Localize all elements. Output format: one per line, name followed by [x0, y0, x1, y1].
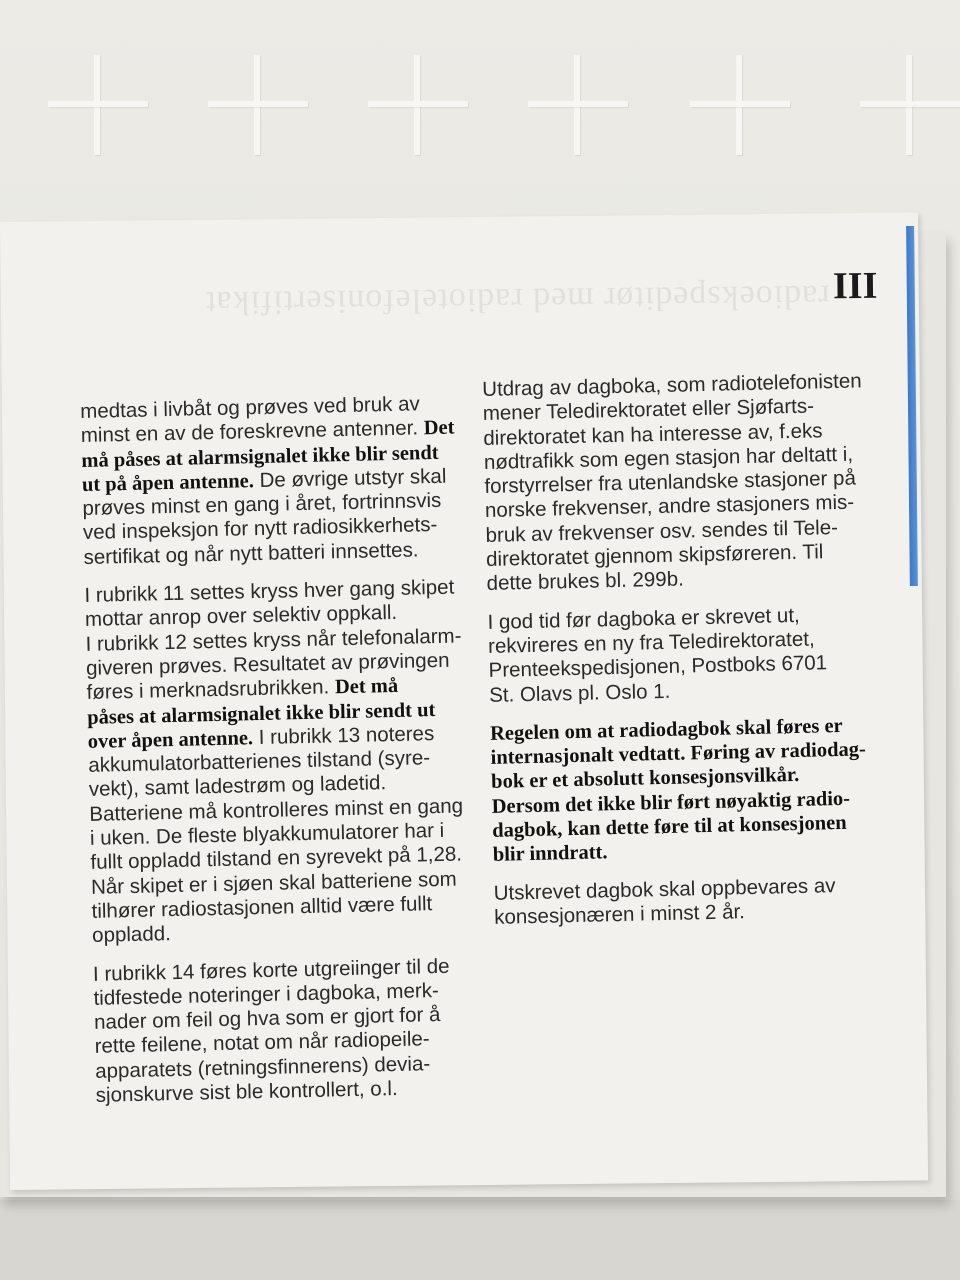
body-text: mottar anrop over selektiv oppkall. [84, 601, 398, 632]
body-text: apparatets (retningsfinnerens) devia- [94, 1051, 431, 1083]
body-text: tilhører radiostasjonen alltid være fullt [91, 892, 433, 923]
body-text: føres i merknadsrubrikken. [86, 675, 336, 705]
body-text: prøves minst en gang i året, fortrinnsvis [82, 489, 442, 521]
body-text: Utdrag av dagboka, som radiotelefonisten [482, 369, 862, 401]
body-text: dette brukes bl. 299b. [486, 567, 685, 596]
body-text: ved inspeksjon for nytt radiosikkerhets- [82, 513, 438, 545]
bold-text: ut på åpen antenne. [81, 469, 255, 496]
bold-text: påses at alarmsignalet ikke blir sendt ut [86, 698, 436, 729]
body-text: vekt), samt ladestrøm og ladetid. [88, 771, 387, 802]
paragraph [84, 575, 477, 948]
body-text: giveren prøves. Resultatet av prøvingen [85, 648, 450, 680]
body-text: Utskrevet dagbok skal oppbevares av [493, 873, 836, 905]
body-text: rekvireres en ny fra Teledirektoratet, [487, 627, 815, 658]
body-text: Prenteekspedisjonen, Postboks 6701 [488, 651, 828, 683]
body-text: direktoratet gjennom skipsføreren. Til [485, 540, 824, 572]
left-column [80, 391, 481, 1122]
body-text: bruk av frekvenser osv. sendes til Tele- [485, 515, 839, 547]
body-text: rette feilene, notat om når radiopeile- [94, 1027, 430, 1059]
bold-text: over åpen antenne. [87, 727, 254, 753]
paragraph [482, 369, 872, 596]
bold-text: internasjonalt vedtatt. Føring av radiodag- [490, 738, 867, 770]
body-text: Når skipet er i sjøen skal batteriene som [90, 867, 457, 899]
bold-text: Det må [334, 675, 399, 699]
paragraph [93, 954, 481, 1108]
page-number: III [832, 264, 878, 308]
body-text: oppladd. [91, 922, 172, 948]
bold-text: Det [423, 416, 455, 440]
bold-text: Dersom det ikke blir ført nøyaktig radio- [491, 787, 851, 818]
body-text: sertifikat og når nytt batteri innsettes. [83, 538, 419, 569]
body-text: I rubrikk 12 settes kryss når telefonalarm- [85, 624, 462, 656]
body-text: I rubrikk 11 settes kryss hver gang skipet [84, 575, 455, 608]
paragraph [490, 713, 878, 867]
embossed-cross-5 [690, 55, 790, 155]
paragraph [487, 602, 874, 708]
embossed-cross-4 [528, 55, 628, 155]
bold-text: dagbok, kan dette føre til at konsesjonen [492, 811, 847, 842]
embossed-cross-6 [860, 55, 960, 155]
body-text: I rubrikk 14 føres korte utgreiinger til de [92, 954, 450, 986]
bold-text: blir inndratt. [492, 841, 608, 867]
right-column [482, 369, 880, 944]
body-text: tidfestede noteringer i dagboka, merk- [93, 978, 440, 1010]
body-text: Batteriene må kontrolleres minst en gang [89, 794, 464, 826]
embossed-cross-1 [48, 55, 148, 155]
board-bottom-edge [0, 1200, 960, 1280]
show-through-heading: radioekspeditør med radiotelefonisertifikat [204, 277, 830, 322]
body-text: konsesjonæren i minst 2 år. [493, 900, 746, 929]
body-text: nader om feil og hva som er gjort for å [93, 1003, 441, 1034]
bold-text: Regelen om at radiodagbok skal føres er [489, 714, 843, 745]
body-text: akkumulatorbatterienes tilstand (syre- [88, 746, 431, 778]
paragraph [80, 391, 469, 570]
bold-text: bok er et absolutt konsesjonsvilkår. [490, 764, 800, 794]
body-text: De øvrige utstyr skal [253, 464, 447, 492]
body-text: direktoratet kan ha interesse av, f.eks [483, 418, 823, 450]
body-text: medtas i livbåt og prøves ved bruk av [80, 392, 420, 423]
body-text: minst en av de foreskrevne antenner. [80, 416, 425, 448]
body-text: St. Olavs pl. Oslo 1. [488, 679, 671, 707]
embossed-cross-2 [208, 55, 308, 155]
body-text: forstyrrelser fra utenlandske stasjoner på [484, 466, 857, 499]
bold-text: må påses at alarmsignalet ikke blir sendt [81, 441, 439, 472]
body-text: sjonskurve sist ble kontrollert, o.l. [95, 1076, 398, 1107]
body-text: norske frekvenser, andre stasjoners mis- [484, 491, 855, 523]
body-text: fullt oppladd tilstand en syrevekt på 1,28. [90, 842, 463, 875]
body-text: mener Teledirektoratet eller Sjøfarts- [482, 394, 815, 426]
embossed-cross-3 [368, 55, 468, 155]
body-text: nødtrafikk som egen stasjon har deltatt i, [483, 442, 854, 474]
body-text: i uken. De fleste blyakkumulatorer har i [89, 818, 445, 850]
body-text: I rubrikk 13 noteres [252, 721, 435, 750]
body-text: I god tid før dagboka er skrevet ut, [487, 603, 800, 634]
paragraph [493, 873, 879, 930]
